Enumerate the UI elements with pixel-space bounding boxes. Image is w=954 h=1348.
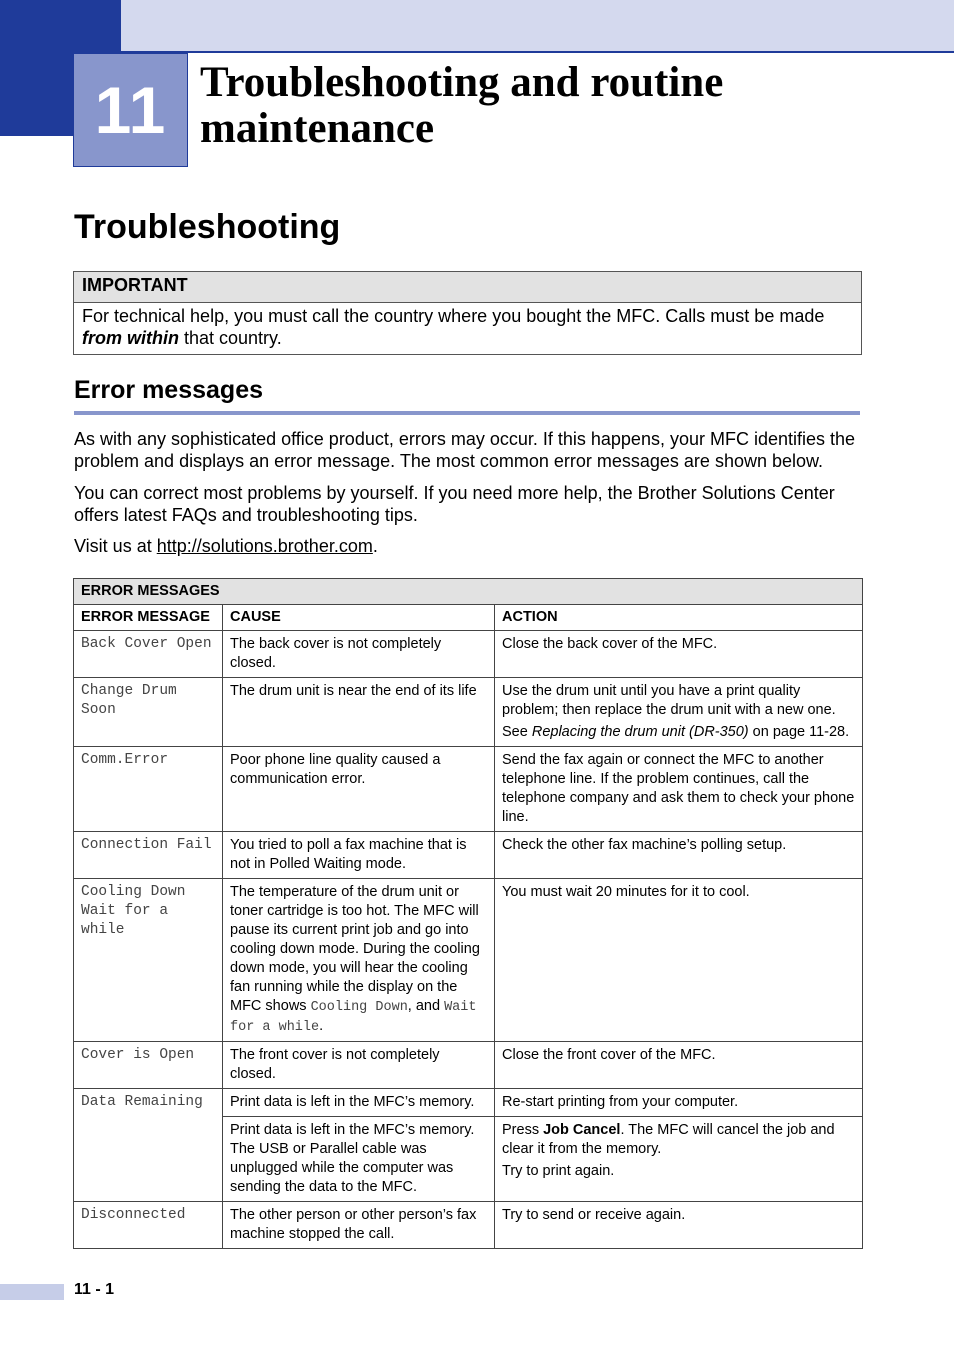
error-message-line: Cooling Down: [81, 884, 186, 900]
error-message-cell: Disconnected: [74, 1202, 223, 1249]
see-suffix: on page 11-28.: [748, 724, 850, 740]
error-message-cell: Data Remaining: [74, 1089, 223, 1202]
action-cell: Close the front cover of the MFC.: [495, 1042, 863, 1089]
action-cell: [495, 678, 863, 747]
action-rest: . The MFC will cancel the job and clear it from the memory.: [502, 1122, 835, 1157]
table-row: [74, 1202, 863, 1249]
action-prefix: Press: [502, 1122, 544, 1138]
footer-bar: [0, 1284, 64, 1300]
see-prefix: See: [502, 724, 532, 740]
error-messages-table: [73, 578, 863, 1249]
error-message-cell: Comm.Error: [74, 747, 223, 832]
see-reference: [502, 723, 855, 742]
cause-cell: You tried to poll a fax machine that is not in Polled Waiting mode.: [223, 832, 495, 879]
cause-cell: The other person or other person’s fax machine stopped the call.: [223, 1202, 495, 1249]
action-cell: [495, 1117, 863, 1202]
chapter-number: 11: [73, 53, 188, 167]
action-cell: Check the other fax machine’s polling setup.: [495, 832, 863, 879]
action-text: Use the drum unit until you have a print quality problem; then replace the drum unit with a new one.: [502, 683, 836, 718]
header-rule: [121, 51, 954, 53]
error-message-line: Wait for a while: [81, 903, 169, 938]
subsection-rule: [74, 411, 860, 415]
cause-cell: [223, 879, 495, 1042]
cause-text: The temperature of the drum unit or toner cartridge is too hot. The MFC will pause its current print job and go into cooling down mode. During the cooling down mode, you will hear the cooling fan running while the display on the MFC shows: [230, 884, 480, 1014]
table-row: [74, 678, 863, 747]
action-text: Try to print again.: [502, 1163, 615, 1179]
error-message-cell: Cover is Open: [74, 1042, 223, 1089]
paragraph: As with any sophisticated office product, errors may occur. If this happens, your MFC identifies the problem and displays an error message. The most common error messages are shown below.: [74, 429, 856, 471]
cause-cell: The back cover is not completely closed.: [223, 631, 495, 678]
error-message-cell: Connection Fail: [74, 832, 223, 879]
subsection-heading: Error messages: [74, 376, 264, 404]
action-cell: Re-start printing from your computer.: [495, 1089, 863, 1117]
table-row: [74, 631, 863, 678]
important-box: [73, 271, 862, 355]
column-header: ACTION: [495, 605, 863, 631]
page-number: 11 - 1: [74, 1281, 115, 1298]
column-header: CAUSE: [223, 605, 495, 631]
cause-cell: Poor phone line quality caused a communication error.: [223, 747, 495, 832]
display-code: Wait for a while: [230, 1000, 477, 1035]
see-reference-title: Replacing the drum unit (DR-350): [531, 724, 749, 740]
display-code: Cooling Down: [310, 1000, 408, 1015]
action-cell: Close the back cover of the MFC.: [495, 631, 863, 678]
error-message-cell: Back Cover Open: [74, 631, 223, 678]
action-text: [502, 1121, 855, 1159]
error-message-cell: Change Drum Soon: [74, 678, 223, 747]
chapter-title-line1: Troubleshooting and routine: [200, 59, 724, 106]
table-row: [74, 879, 863, 1042]
table-row: [74, 832, 863, 879]
column-header: ERROR MESSAGE: [74, 605, 223, 631]
visit-prefix: Visit us at: [74, 536, 157, 556]
chapter-title-line2: maintenance: [200, 105, 435, 152]
cause-cell: The drum unit is near the end of its life: [223, 678, 495, 747]
important-text-part: For technical help, you must call the country where you bought the MFC. Calls must be made: [82, 306, 825, 326]
job-cancel-key: Job Cancel: [543, 1122, 621, 1138]
error-message-cell: [74, 879, 223, 1042]
table-row: [74, 747, 863, 832]
cause-text: , and: [407, 998, 445, 1014]
action-cell: You must wait 20 minutes for it to cool.: [495, 879, 863, 1042]
cause-text: .: [319, 1018, 324, 1034]
table-row: [74, 1042, 863, 1089]
visit-line: [74, 535, 864, 557]
action-cell: Try to send or receive again.: [495, 1202, 863, 1249]
important-text: [74, 303, 861, 354]
action-cell: Send the fax again or connect the MFC to another telephone line. If the problem continues, call the telephone company and ask them to check your phone line.: [495, 747, 863, 832]
important-emphasis: from within: [82, 328, 179, 348]
table-title: ERROR MESSAGES: [74, 579, 863, 605]
cause-cell: The front cover is not completely closed.: [223, 1042, 495, 1089]
section-heading: Troubleshooting: [74, 208, 341, 246]
table-row: [74, 1089, 863, 1117]
header-light-band: [121, 0, 954, 51]
chapter-title: [200, 60, 900, 152]
important-text-part: that country.: [179, 328, 282, 348]
cause-cell: Print data is left in the MFC’s memory. The USB or Parallel cable was unplugged while the computer was sending the data to the MFC.: [223, 1117, 495, 1202]
paragraph: You can correct most problems by yourself. If you need more help, the Brother Solutions Center offers latest FAQs and troubleshooting tips.: [74, 483, 835, 525]
cause-cell: Print data is left in the MFC’s memory.: [223, 1089, 495, 1117]
visit-suffix: .: [372, 536, 378, 556]
solutions-link[interactable]: http://solutions.brother.com: [156, 536, 373, 556]
important-label: IMPORTANT: [74, 272, 861, 303]
